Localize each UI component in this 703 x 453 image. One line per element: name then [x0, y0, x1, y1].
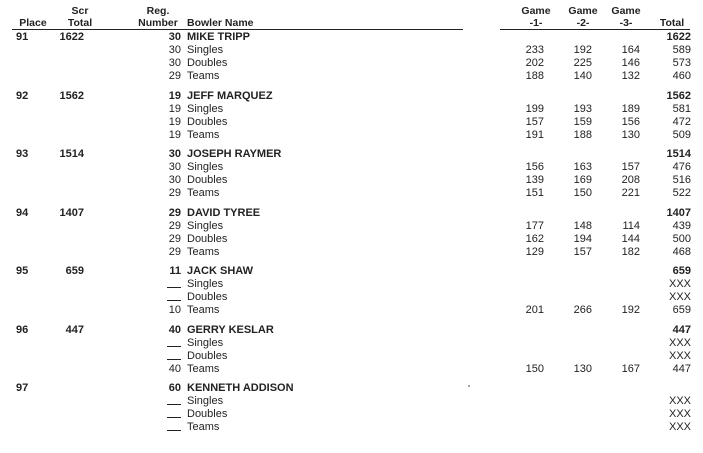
event-game-3: 146: [621, 57, 640, 69]
blank-reg-line: [167, 291, 181, 301]
event-game-3: 144: [621, 233, 640, 245]
event-game-2: 163: [573, 161, 592, 173]
event-name: Doubles: [187, 57, 228, 69]
bowler-total: 659: [672, 265, 691, 277]
bowler-total: 1562: [666, 90, 691, 102]
event-game-2: 192: [573, 44, 592, 56]
event-name: Teams: [187, 363, 220, 375]
header-rule-right: [500, 29, 690, 30]
event-name: Doubles: [187, 233, 228, 245]
event-game-3: 189: [621, 103, 640, 115]
event-game-1: 156: [525, 161, 544, 173]
event-game-3: 221: [621, 187, 640, 199]
event-reg-number: 29: [168, 246, 181, 258]
event-reg-number: 19: [168, 116, 181, 128]
event-game-1: 188: [525, 70, 544, 82]
event-game-2: 148: [573, 220, 592, 232]
event-game-2: 193: [573, 103, 592, 115]
event-total: XXX: [668, 337, 691, 349]
event-game-3: 114: [622, 220, 640, 232]
bowler-total: 447: [672, 324, 691, 336]
header-total: Total: [659, 17, 685, 29]
header-game2-bottom: -2-: [576, 17, 590, 29]
event-reg-number: [160, 350, 181, 364]
event-game-2: 225: [573, 57, 592, 69]
bowler-scr-total: 447: [65, 324, 84, 336]
event-game-1: 191: [525, 129, 544, 141]
event-name: Teams: [187, 421, 220, 433]
event-total: 573: [672, 57, 691, 69]
event-game-3: 192: [621, 304, 640, 316]
bowler-name: KENNETH ADDISON: [187, 382, 294, 394]
blank-reg-line: [167, 395, 181, 405]
event-game-3: 182: [621, 246, 640, 258]
bowler-total: 1514: [666, 148, 691, 160]
event-reg-number: [160, 408, 181, 422]
blank-reg-line: [167, 278, 181, 288]
event-game-1: 233: [525, 44, 544, 56]
event-reg-number: 29: [168, 70, 181, 82]
bowler-reg-number: 40: [168, 324, 181, 336]
event-total: 516: [672, 174, 691, 186]
bowler-name: GERRY KESLAR: [187, 324, 274, 336]
event-name: Singles: [187, 337, 224, 349]
event-game-2: 194: [573, 233, 592, 245]
event-reg-number: 29: [168, 220, 181, 232]
bowler-place: 95: [16, 265, 29, 277]
event-reg-number: 19: [168, 129, 181, 141]
event-reg-number: 30: [168, 161, 181, 173]
bowler-place: 97: [16, 382, 29, 394]
bowler-place: 96: [16, 324, 29, 336]
event-name: Doubles: [187, 116, 228, 128]
event-game-2: 169: [573, 174, 592, 186]
event-name: Doubles: [187, 408, 228, 420]
event-total: XXX: [668, 395, 691, 407]
event-game-3: 208: [621, 174, 640, 186]
bowler-scr-total: 1622: [59, 31, 84, 43]
event-name: Teams: [187, 304, 220, 316]
event-total: 460: [672, 70, 691, 82]
header-game1-top: Game: [521, 5, 551, 17]
event-total: XXX: [668, 291, 691, 303]
header-bowler-name: Bowler Name: [187, 17, 254, 29]
event-game-3: 132: [621, 70, 640, 82]
header-reg-top: Reg.: [146, 5, 170, 17]
event-total: XXX: [668, 278, 691, 290]
bowler-reg-number: 30: [168, 31, 181, 43]
event-reg-number: [160, 421, 181, 435]
event-name: Singles: [187, 44, 224, 56]
event-reg-number: 29: [168, 233, 181, 245]
event-reg-number: 19: [168, 103, 181, 115]
event-reg-number: 10: [168, 304, 181, 316]
bowler-reg-number: 30: [168, 148, 181, 160]
event-name: Singles: [187, 278, 224, 290]
blank-reg-line: [167, 408, 181, 418]
event-name: Teams: [187, 70, 220, 82]
event-total: 659: [672, 304, 691, 316]
bowler-place: 92: [16, 90, 29, 102]
bowler-total: 1622: [666, 31, 691, 43]
header-scr-top: Scr: [71, 5, 89, 17]
event-name: Doubles: [187, 350, 228, 362]
event-game-1: 151: [525, 187, 544, 199]
event-game-3: 130: [621, 129, 640, 141]
event-reg-number: [160, 337, 181, 351]
bowler-scr-total: 1514: [59, 148, 84, 160]
event-reg-number: 40: [168, 363, 181, 375]
bowler-place: 91: [16, 31, 29, 43]
blank-reg-line: [167, 337, 181, 347]
event-reg-number: 30: [168, 57, 181, 69]
event-game-1: 139: [525, 174, 544, 186]
header-place: Place: [19, 17, 47, 29]
event-game-2: 150: [573, 187, 592, 199]
event-total: XXX: [668, 408, 691, 420]
event-game-1: 162: [525, 233, 544, 245]
event-reg-number: 30: [168, 174, 181, 186]
event-game-2: 130: [573, 363, 592, 375]
bowler-place: 93: [16, 148, 29, 160]
event-name: Doubles: [187, 291, 228, 303]
event-total: 589: [672, 44, 691, 56]
blank-reg-line: [167, 350, 181, 360]
event-total: 522: [672, 187, 691, 199]
event-name: Doubles: [187, 174, 228, 186]
event-reg-number: [160, 395, 181, 409]
event-game-2: 188: [573, 129, 592, 141]
event-game-2: 159: [573, 116, 592, 128]
header-scr-bottom: Total: [67, 17, 93, 29]
event-game-1: 199: [525, 103, 544, 115]
bowler-reg-number: 11: [169, 265, 181, 277]
bowler-reg-number: 60: [168, 382, 181, 394]
event-reg-number: [160, 278, 181, 292]
event-game-1: 202: [525, 57, 544, 69]
event-game-3: 157: [621, 161, 640, 173]
bowler-place: 94: [16, 207, 29, 219]
event-total: XXX: [668, 350, 691, 362]
event-total: 509: [672, 129, 691, 141]
event-game-1: 177: [525, 220, 544, 232]
event-total: 581: [672, 103, 691, 115]
event-total: 500: [672, 233, 691, 245]
event-game-1: 129: [525, 246, 544, 258]
header-game3-bottom: -3-: [619, 17, 633, 29]
bowler-name: JEFF MARQUEZ: [187, 90, 273, 102]
event-game-1: 157: [525, 116, 544, 128]
event-name: Singles: [187, 220, 224, 232]
event-name: Singles: [187, 395, 224, 407]
event-game-2: 266: [573, 304, 592, 316]
bowler-total: 1407: [666, 207, 691, 219]
event-reg-number: 29: [168, 187, 181, 199]
event-game-1: 201: [525, 304, 544, 316]
event-name: Teams: [187, 187, 220, 199]
bowler-scr-total: 1407: [59, 207, 84, 219]
header-reg-bottom: Number: [138, 17, 178, 29]
event-total: XXX: [668, 421, 691, 433]
header-game3-top: Game: [611, 5, 641, 17]
event-reg-number: 30: [168, 44, 181, 56]
bowler-name: JACK SHAW: [187, 265, 254, 277]
event-name: Singles: [187, 161, 224, 173]
event-reg-number: [160, 291, 181, 305]
event-name: Singles: [187, 103, 224, 115]
stray-mark: [468, 385, 470, 387]
bowler-name: DAVID TYREE: [187, 207, 261, 219]
bowler-scr-total: 1562: [59, 90, 84, 102]
event-total: 439: [672, 220, 691, 232]
event-game-3: 164: [621, 44, 640, 56]
bowler-name: JOSEPH RAYMER: [187, 148, 282, 160]
blank-reg-line: [167, 421, 181, 431]
event-total: 476: [672, 161, 691, 173]
bowler-reg-number: 29: [168, 207, 181, 219]
header-rule-left: [12, 29, 463, 30]
event-game-3: 156: [621, 116, 640, 128]
bowler-scr-total: 659: [65, 265, 84, 277]
event-total: 472: [672, 116, 691, 128]
bowler-reg-number: 19: [168, 90, 181, 102]
header-game2-top: Game: [568, 5, 598, 17]
event-game-2: 140: [573, 70, 592, 82]
event-name: Teams: [187, 129, 220, 141]
event-game-2: 157: [573, 246, 592, 258]
event-game-1: 150: [525, 363, 544, 375]
event-total: 468: [672, 246, 691, 258]
event-total: 447: [672, 363, 691, 375]
event-game-3: 167: [621, 363, 640, 375]
event-name: Teams: [187, 246, 220, 258]
bowler-name: MIKE TRIPP: [187, 31, 250, 43]
header-game1-bottom: -1-: [529, 17, 543, 29]
